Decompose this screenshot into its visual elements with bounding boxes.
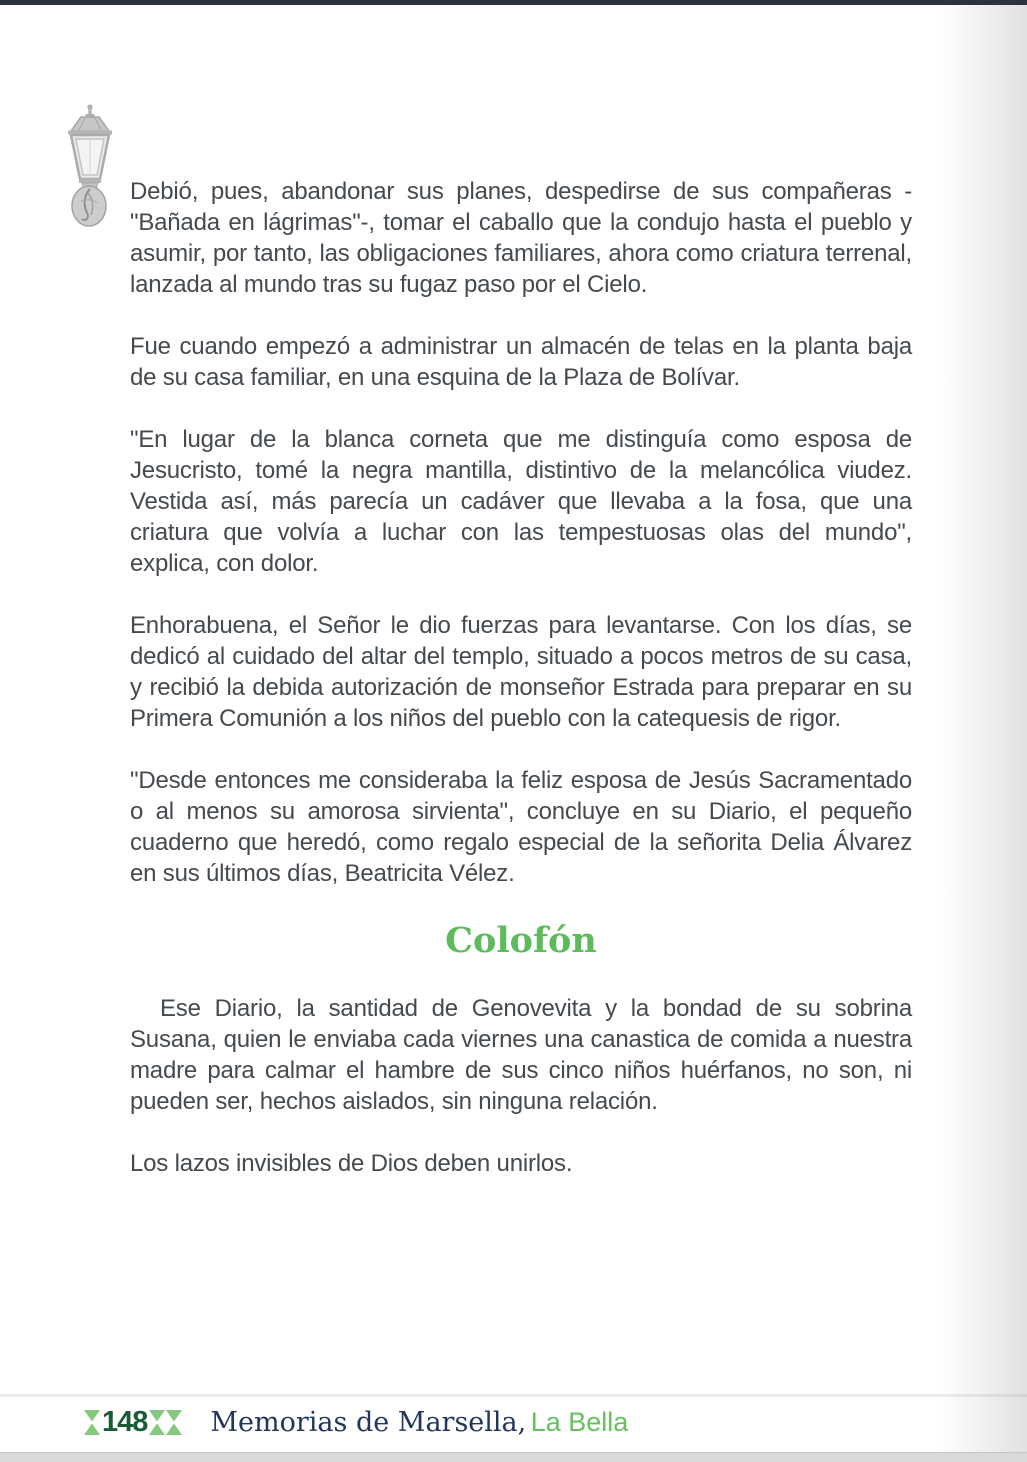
- wall-lantern-icon: [57, 103, 123, 229]
- paragraph-3: "En lugar de la blanca corneta que me distinguía como esposa de Jesucristo, tomé la negra mantilla, distintivo de la melancólica viudez. Vestida así, más parecía un cadáver que llevaba a la fosa, que una criatura que volvía a luchar con las tempestuosas olas del mundo", explica, con dolor.: [130, 426, 912, 577]
- top-edge-bar: [0, 0, 1027, 5]
- paragraph-7: Los lazos invisibles de Dios deben unirlos.: [130, 1150, 573, 1177]
- page-edge-shading: [939, 5, 1027, 1462]
- bottom-edge-band: [0, 1452, 1027, 1462]
- section-heading: Colofón: [445, 920, 597, 961]
- footer-separator: [0, 1394, 1027, 1397]
- page-footer: [84, 1402, 628, 1442]
- page-content: [130, 176, 912, 1210]
- page-number-ornament: [84, 1405, 182, 1438]
- page-number: 148: [102, 1405, 148, 1438]
- hourglass-ornament-icon: [84, 1410, 100, 1435]
- book-title: [210, 1407, 628, 1438]
- paragraph-1: Debió, pues, abandonar sus planes, despedirse de sus compañeras -"Bañada en lágrimas"-, tomar el caballo que la condujo hasta el pueblo y asumir, por tanto, las obligaciones familiares, ahora como criatura terrenal, lanzada al mundo tras su fugaz paso por el Cielo.: [130, 178, 912, 298]
- paragraph-5: "Desde entonces me consideraba la feliz esposa de Jesús Sacramentado o al menos su amorosa sirvienta", concluye en su Diario, el pequeño cuaderno que heredó, como regalo especial de la señorita Delia Álvarez en sus últimos días, Beatricita Vélez.: [130, 767, 912, 887]
- hourglass-ornament-icon: [149, 1410, 165, 1435]
- paragraph-2: Fue cuando empezó a administrar un almacén de telas en la planta baja de su casa familiar, en una esquina de la Plaza de Bolívar.: [130, 333, 912, 391]
- book-title-subtitle: La Bella: [530, 1406, 629, 1437]
- paragraph-6: Ese Diario, la santidad de Genovevita y la bondad de su sobrina Susana, quien le enviaba cada viernes una canastica de comida a nuestra madre para calmar el hambre de sus cinco niños huérfanos, no son, ni pueden ser, hechos aislados, sin ninguna relación.: [130, 995, 912, 1115]
- paragraph-4: Enhorabuena, el Señor le dio fuerzas para levantarse. Con los días, se dedicó al cuidado del altar del templo, situado a pocos metros de su casa, y recibió la debida autorización de monseñor Estrada para preparar en su Primera Comunión a los niños del pueblo con la catequesis de rigor.: [130, 612, 912, 732]
- hourglass-ornament-icon: [166, 1410, 182, 1435]
- book-title-main: Memorias de Marsella,: [210, 1406, 527, 1438]
